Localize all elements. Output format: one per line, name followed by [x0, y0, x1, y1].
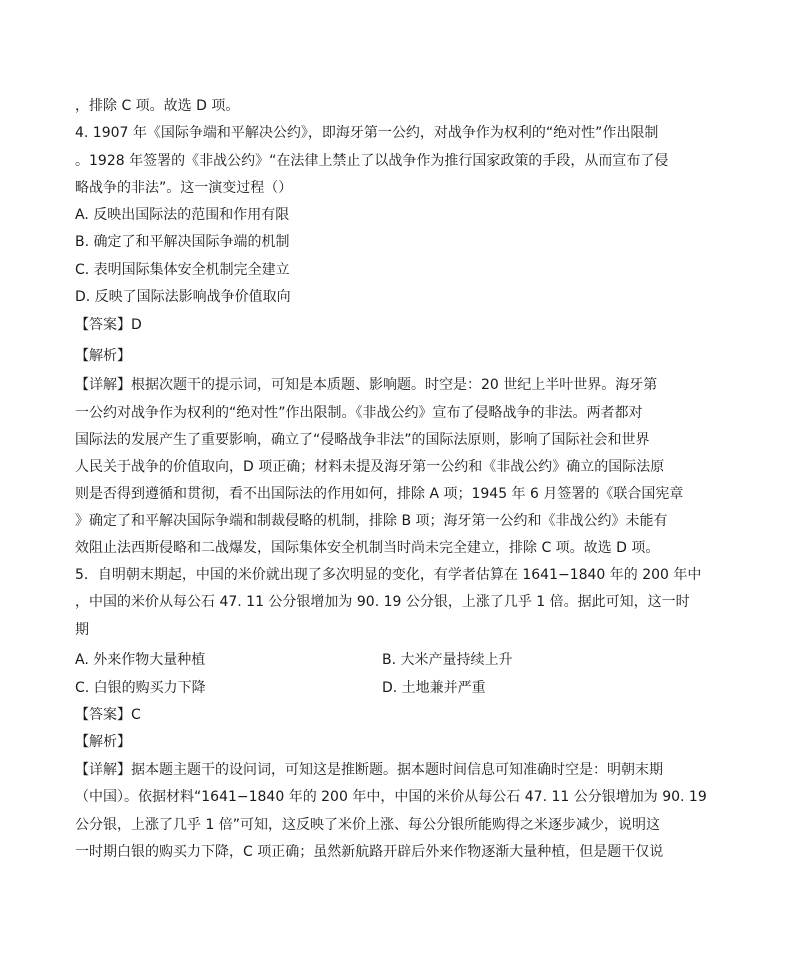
- explanation-line: 效阻止法西斯侵略和二战爆发，国际集体安全机制当时尚未完全建立，排除 C 项。故选 D 项。: [75, 540, 660, 556]
- question-5-stem: 期: [75, 622, 89, 638]
- question-5-stem: 5．自明朝末期起，中国的米价就出现了多次明显的变化，有学者估算在 1641−1840 年的 200 年中: [75, 567, 702, 583]
- question-5-stem: ，中国的米价从每公石 47. 11 公分银增加为 90. 19 公分银，上涨了几乎 1 倍。据此可知，这一时: [75, 594, 690, 610]
- question-5-option-c: C. 白银的购买力下降: [75, 680, 206, 696]
- explanation-line: 》确定了和平解决国际争端和制裁侵略的机制，排除 B 项；海牙第一公约和《非战公约》未能有: [75, 513, 668, 529]
- question-4-option-a: A. 反映出国际法的范围和作用有限: [75, 207, 290, 223]
- explanation-line: 则是否得到遵循和贯彻，看不出国际法的作用如何，排除 A 项；1945 年 6 月签署的《联合国宪章: [75, 486, 684, 502]
- explanation-line: （中国）。依据材料“1641−1840 年的 200 年中，中国的米价从每公石 47. 11 公分银增加为 90. 19: [75, 789, 707, 805]
- analysis-label: 【解析】: [75, 734, 131, 750]
- question-4-stem: 4. 1907 年《国际争端和平解决公约》，即海牙第一公约，对战争作为权利的“绝对性”作出限制: [75, 125, 659, 141]
- question-4-stem: 略战争的非法”。这一演变过程（）: [75, 180, 293, 196]
- answer-label: 【答案】D: [75, 317, 142, 333]
- explanation-line: 国际法的发展产生了重要影响，确立了“侵略战争非法”的国际法原则，影响了国际社会和世界: [75, 432, 650, 448]
- explanation-line: 【详解】据本题主题干的设问词，可知这是推断题。据本题时间信息可知准确时空是：明朝末期: [75, 762, 663, 778]
- text-line: ，排除 C 项。故选 D 项。: [75, 98, 240, 114]
- analysis-label: 【解析】: [75, 348, 131, 364]
- question-4-option-b: B. 确定了和平解决国际争端的机制: [75, 234, 290, 250]
- question-4-option-d: D. 反映了国际法影响战争价值取向: [75, 289, 291, 305]
- explanation-line: 【详解】根据次题干的提示词，可知是本质题、影响题。时空是：20 世纪上半叶世界。海牙第: [75, 377, 658, 393]
- question-4-stem: 。1928 年签署的《非战公约》“在法律上禁止了以战争作为推行国家政策的手段，从而宣布了侵: [75, 153, 669, 169]
- question-4-option-c: C. 表明国际集体安全机制完全建立: [75, 262, 290, 278]
- question-5-option-d: D. 土地兼并严重: [382, 680, 486, 696]
- question-5-option-b: B. 大米产量持续上升: [382, 652, 513, 668]
- answer-label: 【答案】C: [75, 707, 141, 723]
- explanation-line: 一公约对战争作为权利的“绝对性”作出限制。《非战公约》宣布了侵略战争的非法。两者都对: [75, 405, 643, 421]
- explanation-line: 人民关于战争的价值取向，D 项正确；材料未提及海牙第一公约和《非战公约》确立的国际法原: [75, 459, 665, 475]
- question-5-option-a: A. 外来作物大量种植: [75, 652, 206, 668]
- explanation-line: 公分银，上涨了几乎 1 倍”可知，这反映了米价上涨、每公分银所能购得之米逐步减少，说明这: [75, 817, 661, 833]
- explanation-line: 一时期白银的购买力下降，C 项正确；虽然新航路开辟后外来作物逐渐大量种植，但是题干仅说: [75, 844, 664, 860]
